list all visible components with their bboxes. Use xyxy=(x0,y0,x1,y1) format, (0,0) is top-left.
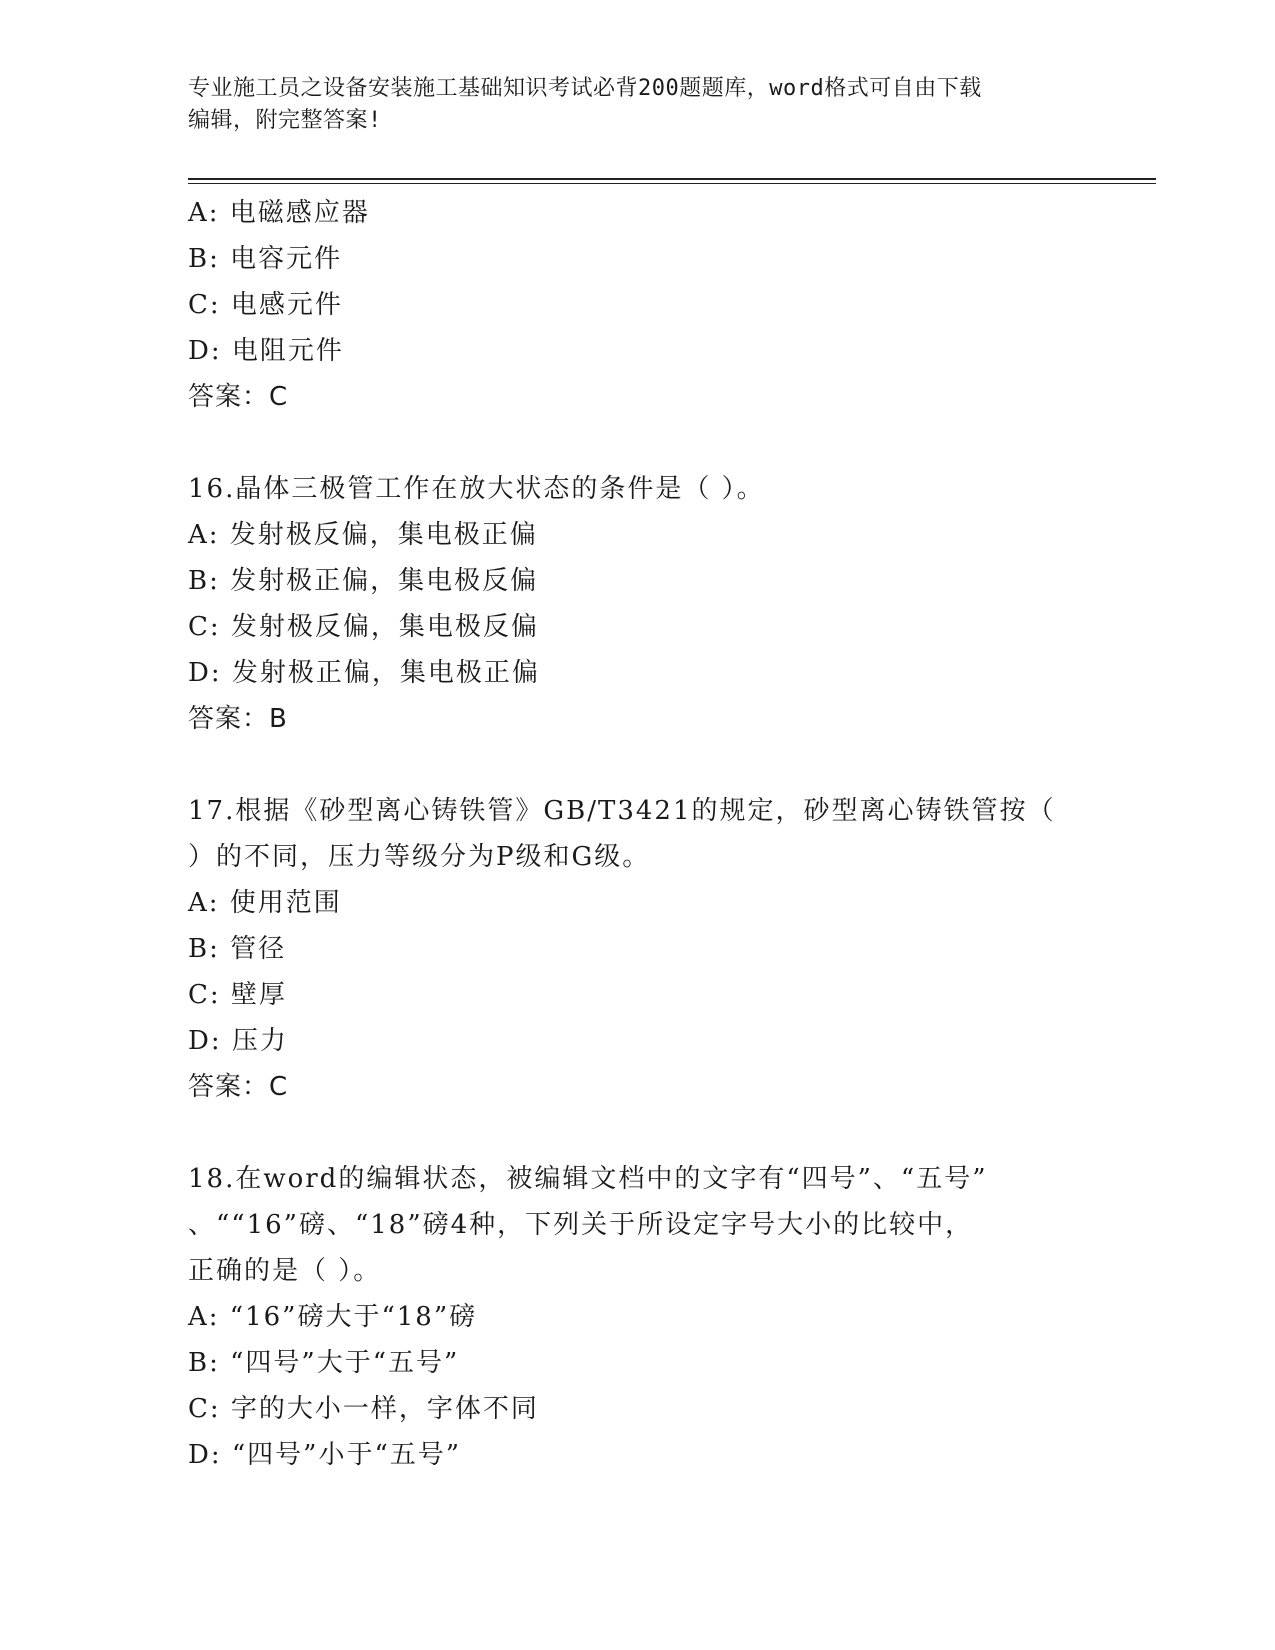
header-title-line-2: 编辑，附完整答案! xyxy=(188,108,382,133)
question-stem: 18.在word的编辑状态，被编辑文档中的文字有“四号”、“五号” xyxy=(188,1164,988,1194)
question-stem: 正确的是（ ）。 xyxy=(188,1256,382,1286)
option-b: B: 发射极正偏，集电极反偏 xyxy=(188,566,539,596)
question-content xyxy=(188,190,1088,1478)
spacer xyxy=(188,742,1088,788)
option-a: A: 电磁感应器 xyxy=(188,198,370,228)
spacer xyxy=(188,1110,1088,1156)
question-stem: ）的不同，压力等级分为P级和G级。 xyxy=(188,842,651,872)
question-stem: 16.晶体三极管工作在放大状态的条件是（ ）。 xyxy=(188,474,765,504)
question-18 xyxy=(188,1156,1088,1478)
option-d: D: “四号”小于“五号” xyxy=(188,1440,462,1470)
question-stem: 、““16”磅、“18”磅4种，下列关于所设定字号大小的比较中， xyxy=(188,1210,974,1240)
option-b: B: “四号”大于“五号” xyxy=(188,1348,460,1378)
answer-line: 答案：B xyxy=(188,704,288,734)
spacer xyxy=(188,420,1088,466)
option-d: D: 发射极正偏，集电极正偏 xyxy=(188,658,540,688)
question-17 xyxy=(188,788,1088,1110)
option-c: C: 字的大小一样，字体不同 xyxy=(188,1394,539,1424)
answer-line: 答案：C xyxy=(188,382,289,412)
header-title-line-1: 专业施工员之设备安装施工基础知识考试必背200题题库，word格式可自由下载 xyxy=(188,76,982,101)
answer-line: 答案：C xyxy=(188,1072,289,1102)
document-header xyxy=(188,73,1068,137)
question-stem: 17.根据《砂型离心铸铁管》GB/T3421的规定，砂型离心铸铁管按（ xyxy=(188,796,1056,826)
option-d: D: 电阻元件 xyxy=(188,336,344,366)
option-a: A: “16”磅大于“18”磅 xyxy=(188,1302,478,1332)
question-15 xyxy=(188,190,1088,420)
option-b: B: 电容元件 xyxy=(188,244,343,274)
option-d: D: 压力 xyxy=(188,1026,288,1056)
option-c: C: 壁厚 xyxy=(188,980,287,1010)
option-c: C: 电感元件 xyxy=(188,290,343,320)
option-a: A: 发射极反偏，集电极正偏 xyxy=(188,520,538,550)
header-rule-thick xyxy=(188,178,1156,180)
option-a: A: 使用范围 xyxy=(188,888,342,918)
header-rule-thin xyxy=(188,183,1156,184)
option-b: B: 管径 xyxy=(188,934,287,964)
question-16 xyxy=(188,466,1088,742)
option-c: C: 发射极反偏，集电极反偏 xyxy=(188,612,539,642)
